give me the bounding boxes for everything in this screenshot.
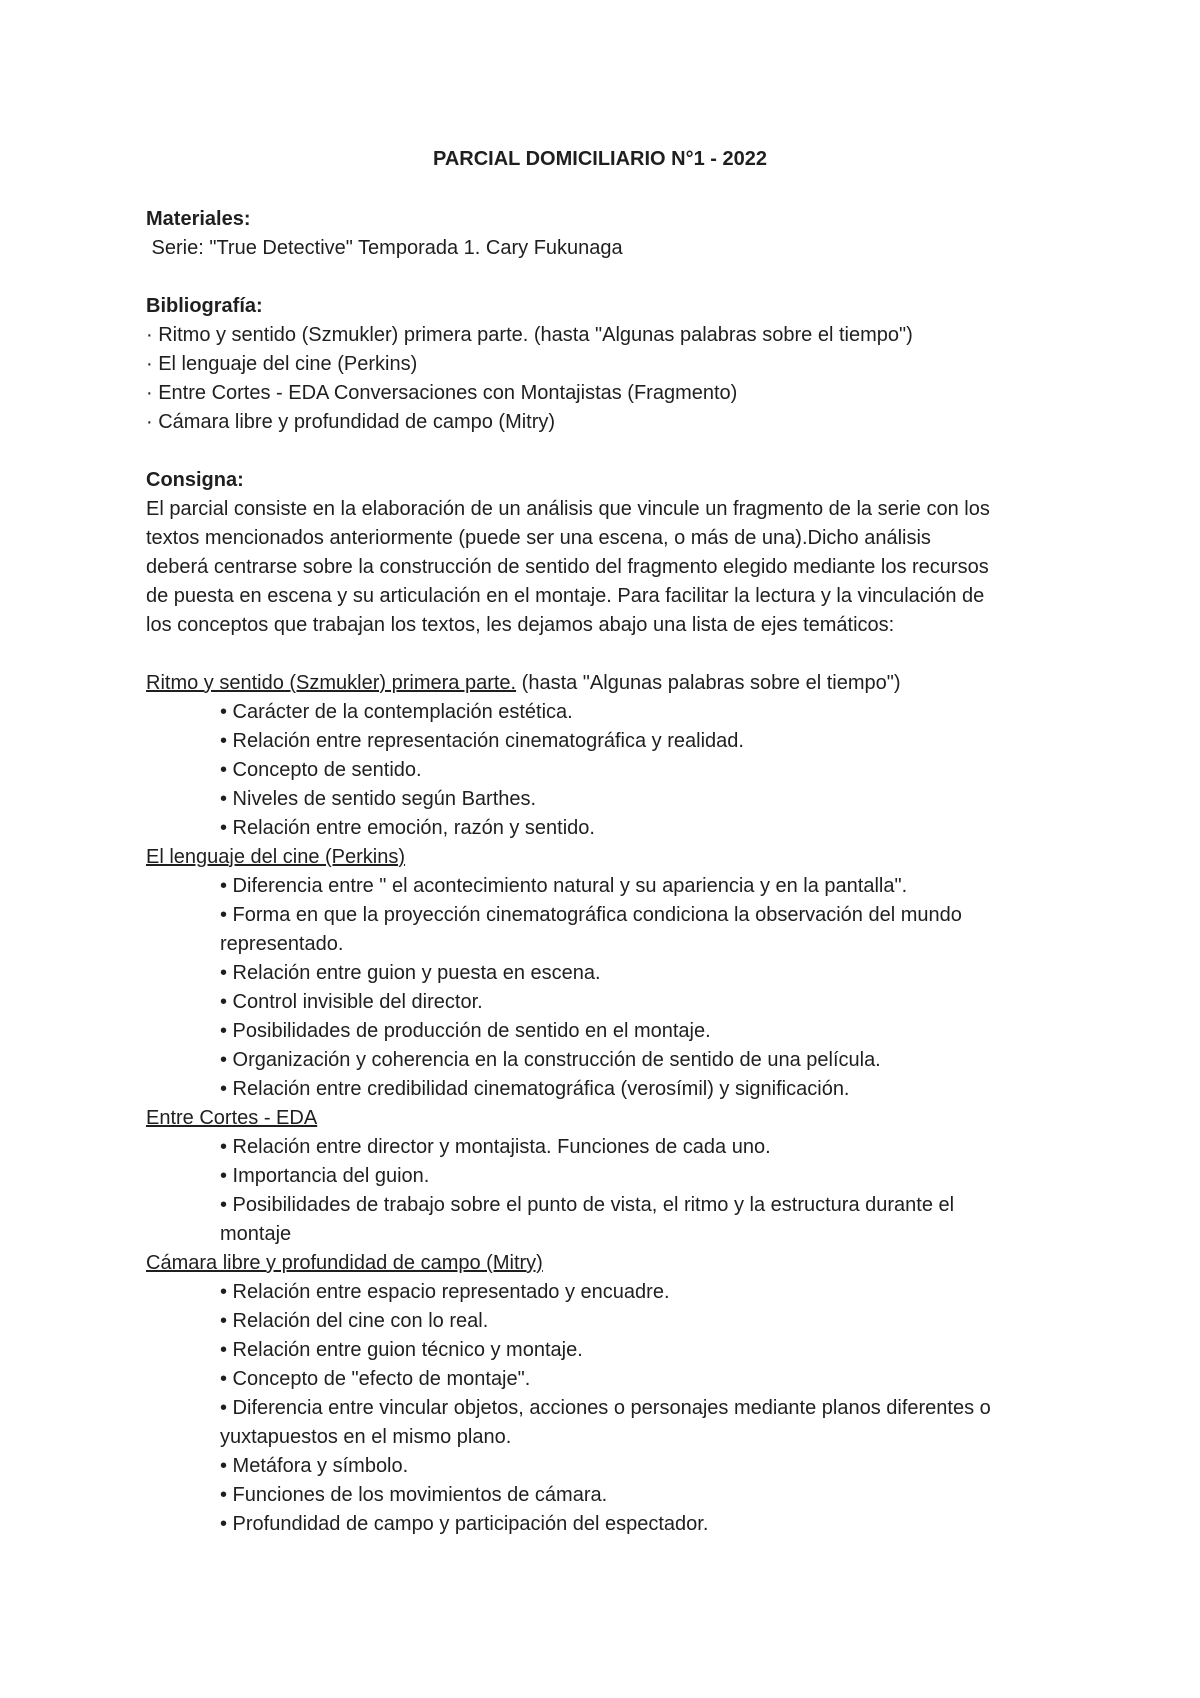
eje-bullet: • Posibilidades de producción de sentido en el montaje. (220, 1020, 711, 1042)
eje-title-underlined: El lenguaje del cine (Perkins) (146, 846, 406, 868)
eje-bullets (146, 1133, 1086, 1249)
consigna-line: de puesta en escena y su articulación en el montaje. Para facilitar la lectura y la vinculación de (146, 585, 985, 607)
eje-bullet: • Relación del cine con lo real. (220, 1310, 489, 1332)
eje-title-suffix: (hasta "Algunas palabras sobre el tiempo") (516, 672, 901, 694)
spacer (146, 437, 1086, 466)
eje-title-underlined: Cámara libre y profundidad de campo (Mitry) (146, 1252, 543, 1274)
eje-bullet: • Profundidad de campo y participación del espectador. (220, 1513, 709, 1535)
eje-title (146, 1249, 1086, 1278)
eje-bullet: • Organización y coherencia en la construcción de sentido de una película. (220, 1049, 881, 1071)
eje-title (146, 843, 1086, 872)
eje-bullet: • Relación entre guion técnico y montaje. (220, 1339, 583, 1361)
eje-title-underlined: Ritmo y sentido (Szmukler) primera parte. (146, 672, 517, 694)
spacer (146, 263, 1086, 292)
eje-bullet: • Carácter de la contemplación estética. (220, 701, 573, 723)
consigna-line: los conceptos que trabajan los textos, les dejamos abajo una lista de ejes temáticos: (146, 614, 895, 636)
consigna-line: deberá centrarse sobre la construcción de sentido del fragmento elegido mediante los recursos (146, 556, 989, 578)
eje-bullet: • Relación entre emoción, razón y sentido. (220, 817, 595, 839)
consigna-paragraph (146, 495, 1086, 640)
eje-bullet-continuation: representado. (220, 933, 344, 955)
eje-bullet: • Posibilidades de trabajo sobre el punto de vista, el ritmo y la estructura durante el (220, 1194, 955, 1216)
eje-bullet-continuation: yuxtapuestos en el mismo plano. (220, 1426, 512, 1448)
eje-bullet: • Forma en que la proyección cinematográfica condiciona la observación del mundo (220, 904, 962, 926)
bibliografia-list (146, 321, 1086, 437)
eje-bullet: • Importancia del guion. (220, 1165, 430, 1187)
eje-bullet: • Concepto de sentido. (220, 759, 422, 781)
eje-bullet: • Control invisible del director. (220, 991, 483, 1013)
eje-bullet: • Relación entre guion y puesta en escena. (220, 962, 601, 984)
eje-bullet: • Relación entre credibilidad cinematográfica (verosímil) y significación. (220, 1078, 850, 1100)
consigna-line: textos mencionados anteriormente (puede ser una escena, o más de una).Dicho análisis (146, 527, 931, 549)
eje-title (146, 669, 1086, 698)
eje-bullets (146, 1278, 1086, 1539)
eje-bullet: • Relación entre director y montajista. Funciones de cada uno. (220, 1136, 771, 1158)
materiales-heading: Materiales: (146, 208, 251, 230)
bibliografia-item: · Ritmo y sentido (Szmukler) primera parte. (hasta "Algunas palabras sobre el tiempo") (146, 324, 913, 346)
bibliografia-item: · Entre Cortes - EDA Conversaciones con Montajistas (Fragmento) (146, 382, 738, 404)
document-body (146, 205, 1086, 1539)
materiales-text: Serie: "True Detective" Temporada 1. Cary Fukunaga (146, 237, 623, 259)
consigna-line: El parcial consiste en la elaboración de un análisis que vincule un fragmento de la serie con los (146, 498, 990, 520)
bibliografia-item: · Cámara libre y profundidad de campo (Mitry) (146, 411, 556, 433)
document-title: PARCIAL DOMICILIARIO N°1 - 2022 (433, 148, 767, 170)
consigna-heading: Consigna: (146, 469, 244, 491)
eje-bullet: • Diferencia entre " el acontecimiento natural y su apariencia y en la pantalla". (220, 875, 908, 897)
eje-bullet: • Relación entre representación cinematográfica y realidad. (220, 730, 744, 752)
spacer (146, 640, 1086, 669)
eje-bullet: • Diferencia entre vincular objetos, acciones o personajes mediante planos diferentes o (220, 1397, 991, 1419)
bibliografia-item: · El lenguaje del cine (Perkins) (146, 353, 418, 375)
eje-bullet: • Concepto de "efecto de montaje". (220, 1368, 531, 1390)
eje-bullets (146, 872, 1086, 1104)
eje-bullet: • Metáfora y símbolo. (220, 1455, 409, 1477)
eje-bullet: • Funciones de los movimientos de cámara. (220, 1484, 608, 1506)
eje-bullets (146, 698, 1086, 843)
eje-bullet: • Niveles de sentido según Barthes. (220, 788, 537, 810)
eje-title (146, 1104, 1086, 1133)
eje-bullet: • Relación entre espacio representado y encuadre. (220, 1281, 670, 1303)
eje-title-underlined: Entre Cortes - EDA (146, 1107, 318, 1129)
bibliografia-heading: Bibliografía: (146, 295, 263, 317)
eje-bullet-continuation: montaje (220, 1223, 292, 1245)
